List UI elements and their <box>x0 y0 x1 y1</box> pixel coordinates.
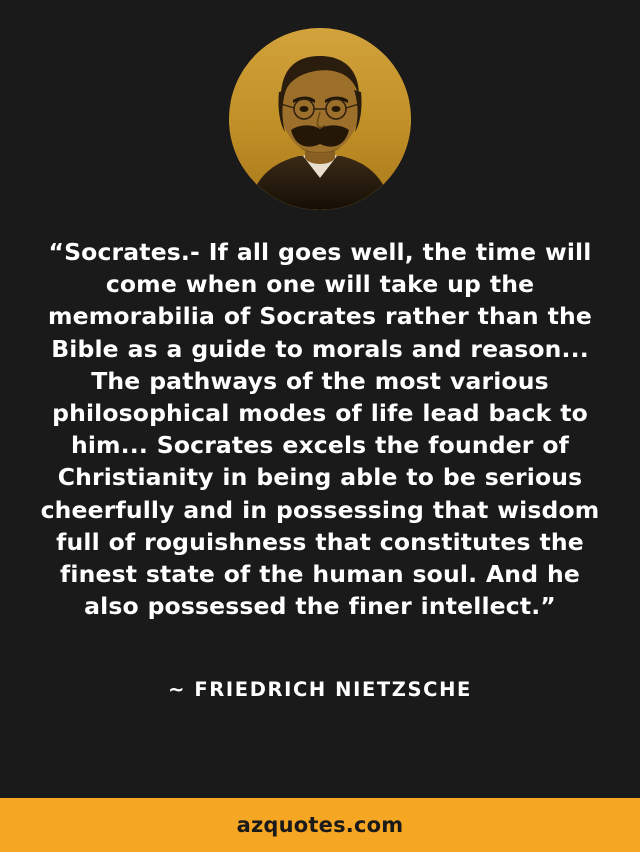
brand-label: azquotes.com <box>236 813 404 837</box>
quote-author: ~ FRIEDRICH NIETZSCHE <box>168 678 472 702</box>
footer-bar <box>0 798 640 852</box>
portrait-avatar <box>229 28 411 210</box>
quote-text: “Socrates.- If all goes well, the time will come when one will take up the memorabilia of Socrates rather than the Bible as a guide to morals and reason... The pathways of the most various philosophical modes of life lead back to him... Socrates excels the founder of Christianity in being able to be serious cheerfully and in possessing that wisdom full of roguishness that constitutes the finest state of the human soul. And he also possessed the finer intellect.” <box>40 238 600 621</box>
portrait-photo-icon <box>229 28 411 210</box>
